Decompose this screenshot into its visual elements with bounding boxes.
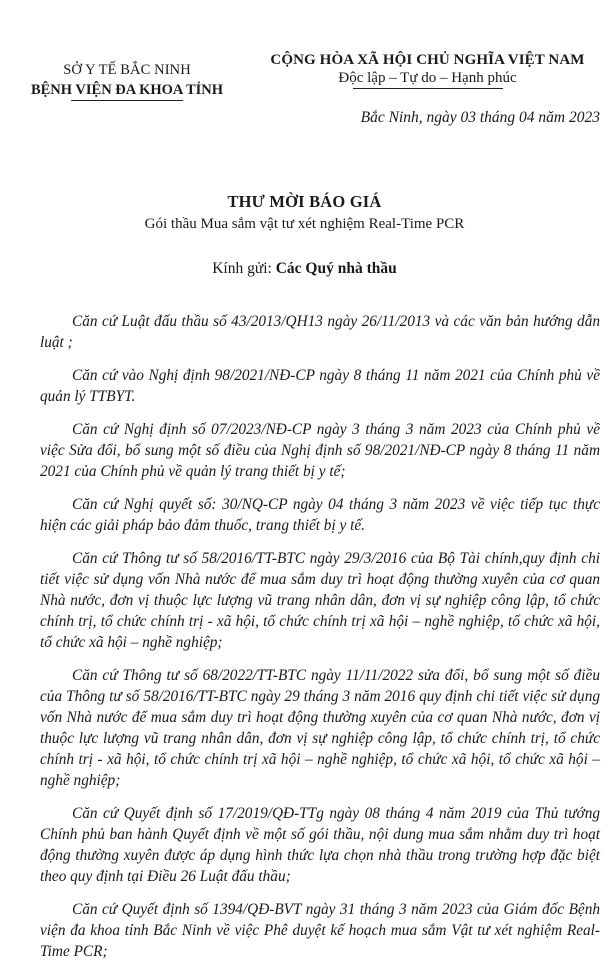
paragraph-1: Căn cứ Luật đấu thầu số 43/2013/QH13 ngày 26/11/2013 và các văn bản hướng dẫn luật ; (40, 313, 600, 351)
paragraph-8: Căn cứ Quyết định số 1394/QĐ-BVT ngày 31 tháng 3 năm 2023 của Giám đốc Bệnh viện đa khoa tỉnh Bắc Ninh về việc Phê duyệt kế hoạch mua sắm Vật tư xét nghiệm Real-Time PCR; (40, 901, 600, 960)
paragraph-2: Căn cứ vào Nghị định 98/2021/NĐ-CP ngày 8 tháng 11 năm 2021 của Chính phủ về quản lý TTBYT. (40, 367, 600, 405)
document-body (40, 311, 600, 974)
addressee (0, 260, 609, 278)
paragraph-6: Căn cứ Thông tư số 68/2022/TT-BTC ngày 11/11/2022 sửa đổi, bổ sung một số điều của Thông tư số 58/2016/TT-BTC ngày 29 tháng 3 năm 2016 quy định chi tiết việc sử dụng vốn Nhà nước để mua sắm duy trì hoạt động thường xuyên của cơ quan Nhà nước, đơn vị thuộc lực lượng vũ trang nhân dân, đơn vị sự nghiệp công lập, tổ chức chính trị, tổ chức chính trị - xã hội, tổ chức chính trị xã hội – nghề nghiệp, tổ chức xã hội, tổ chức xã hội – nghề nghiệp; (40, 667, 600, 789)
paragraph-3: Căn cứ Nghị định số 07/2023/NĐ-CP ngày 3 tháng 3 năm 2023 của Chính phủ về việc Sửa đổi, bổ sung một số điều của Nghị định số 98/2021/NĐ-CP ngày 8 tháng 11 năm 2021 của Chính phủ về quản lý trang thiết bị y tế; (40, 421, 600, 480)
paragraph-5: Căn cứ Thông tư số 58/2016/TT-BTC ngày 29/3/2016 của Bộ Tài chính,quy định chi tiết việc sử dụng vốn Nhà nước để mua sắm duy trì hoạt động thường xuyên của cơ quan Nhà nước, đơn vị thuộc lực lượng vũ trang nhân dân, đơn vị sự nghiệp công lập, tổ chức chính trị, tổ chức chính trị - xã hội, tổ chức chính trị xã hội – nghề nghiệp, tổ chức xã hội, tổ chức xã hội – nghề nghiệp; (40, 550, 600, 651)
motto-underline (353, 88, 503, 89)
issuer-underline (71, 100, 183, 101)
addressee-prefix: Kính gửi: (212, 260, 276, 277)
paragraph-7: Căn cứ Quyết định số 17/2019/QĐ-TTg ngày 08 tháng 4 năm 2019 của Thủ tướng Chính phủ ban hành Quyết định về một số gói thầu, nội dung mua sắm nhằm duy trì hoạt động thường xuyên được áp dụng hình thức lựa chọn nhà thầu trong trường hợp đặc biệt theo quy định tại Điều 26 Luật đấu thầu; (40, 805, 600, 885)
nation-title: CỘNG HÒA XÃ HỘI CHỦ NGHĨA VIỆT NAM (270, 52, 585, 68)
addressee-name: Các Quý nhà thầu (275, 260, 397, 277)
paragraph-4: Căn cứ Nghị quyết số: 30/NQ-CP ngày 04 tháng 3 năm 2023 về việc tiếp tục thực hiện các giải pháp bảo đảm thuốc, trang thiết bị y tế. (40, 496, 600, 534)
national-header (255, 52, 600, 89)
document-title: THƯ MỜI BÁO GIÁ (227, 192, 382, 211)
hospital-name: BỆNH VIỆN ĐA KHOA TỈNH (30, 82, 224, 98)
motto: Độc lập – Tự do – Hạnh phúc (338, 70, 517, 86)
document-subtitle: Gói thầu Mua sắm vật tư xét nghiệm Real-Time PCR (144, 216, 465, 232)
issuer-block (22, 62, 232, 101)
date-line: Bắc Ninh, ngày 03 tháng 04 năm 2023 (360, 109, 600, 126)
agency-name: SỞ Y TẾ BẮC NINH (63, 62, 191, 78)
